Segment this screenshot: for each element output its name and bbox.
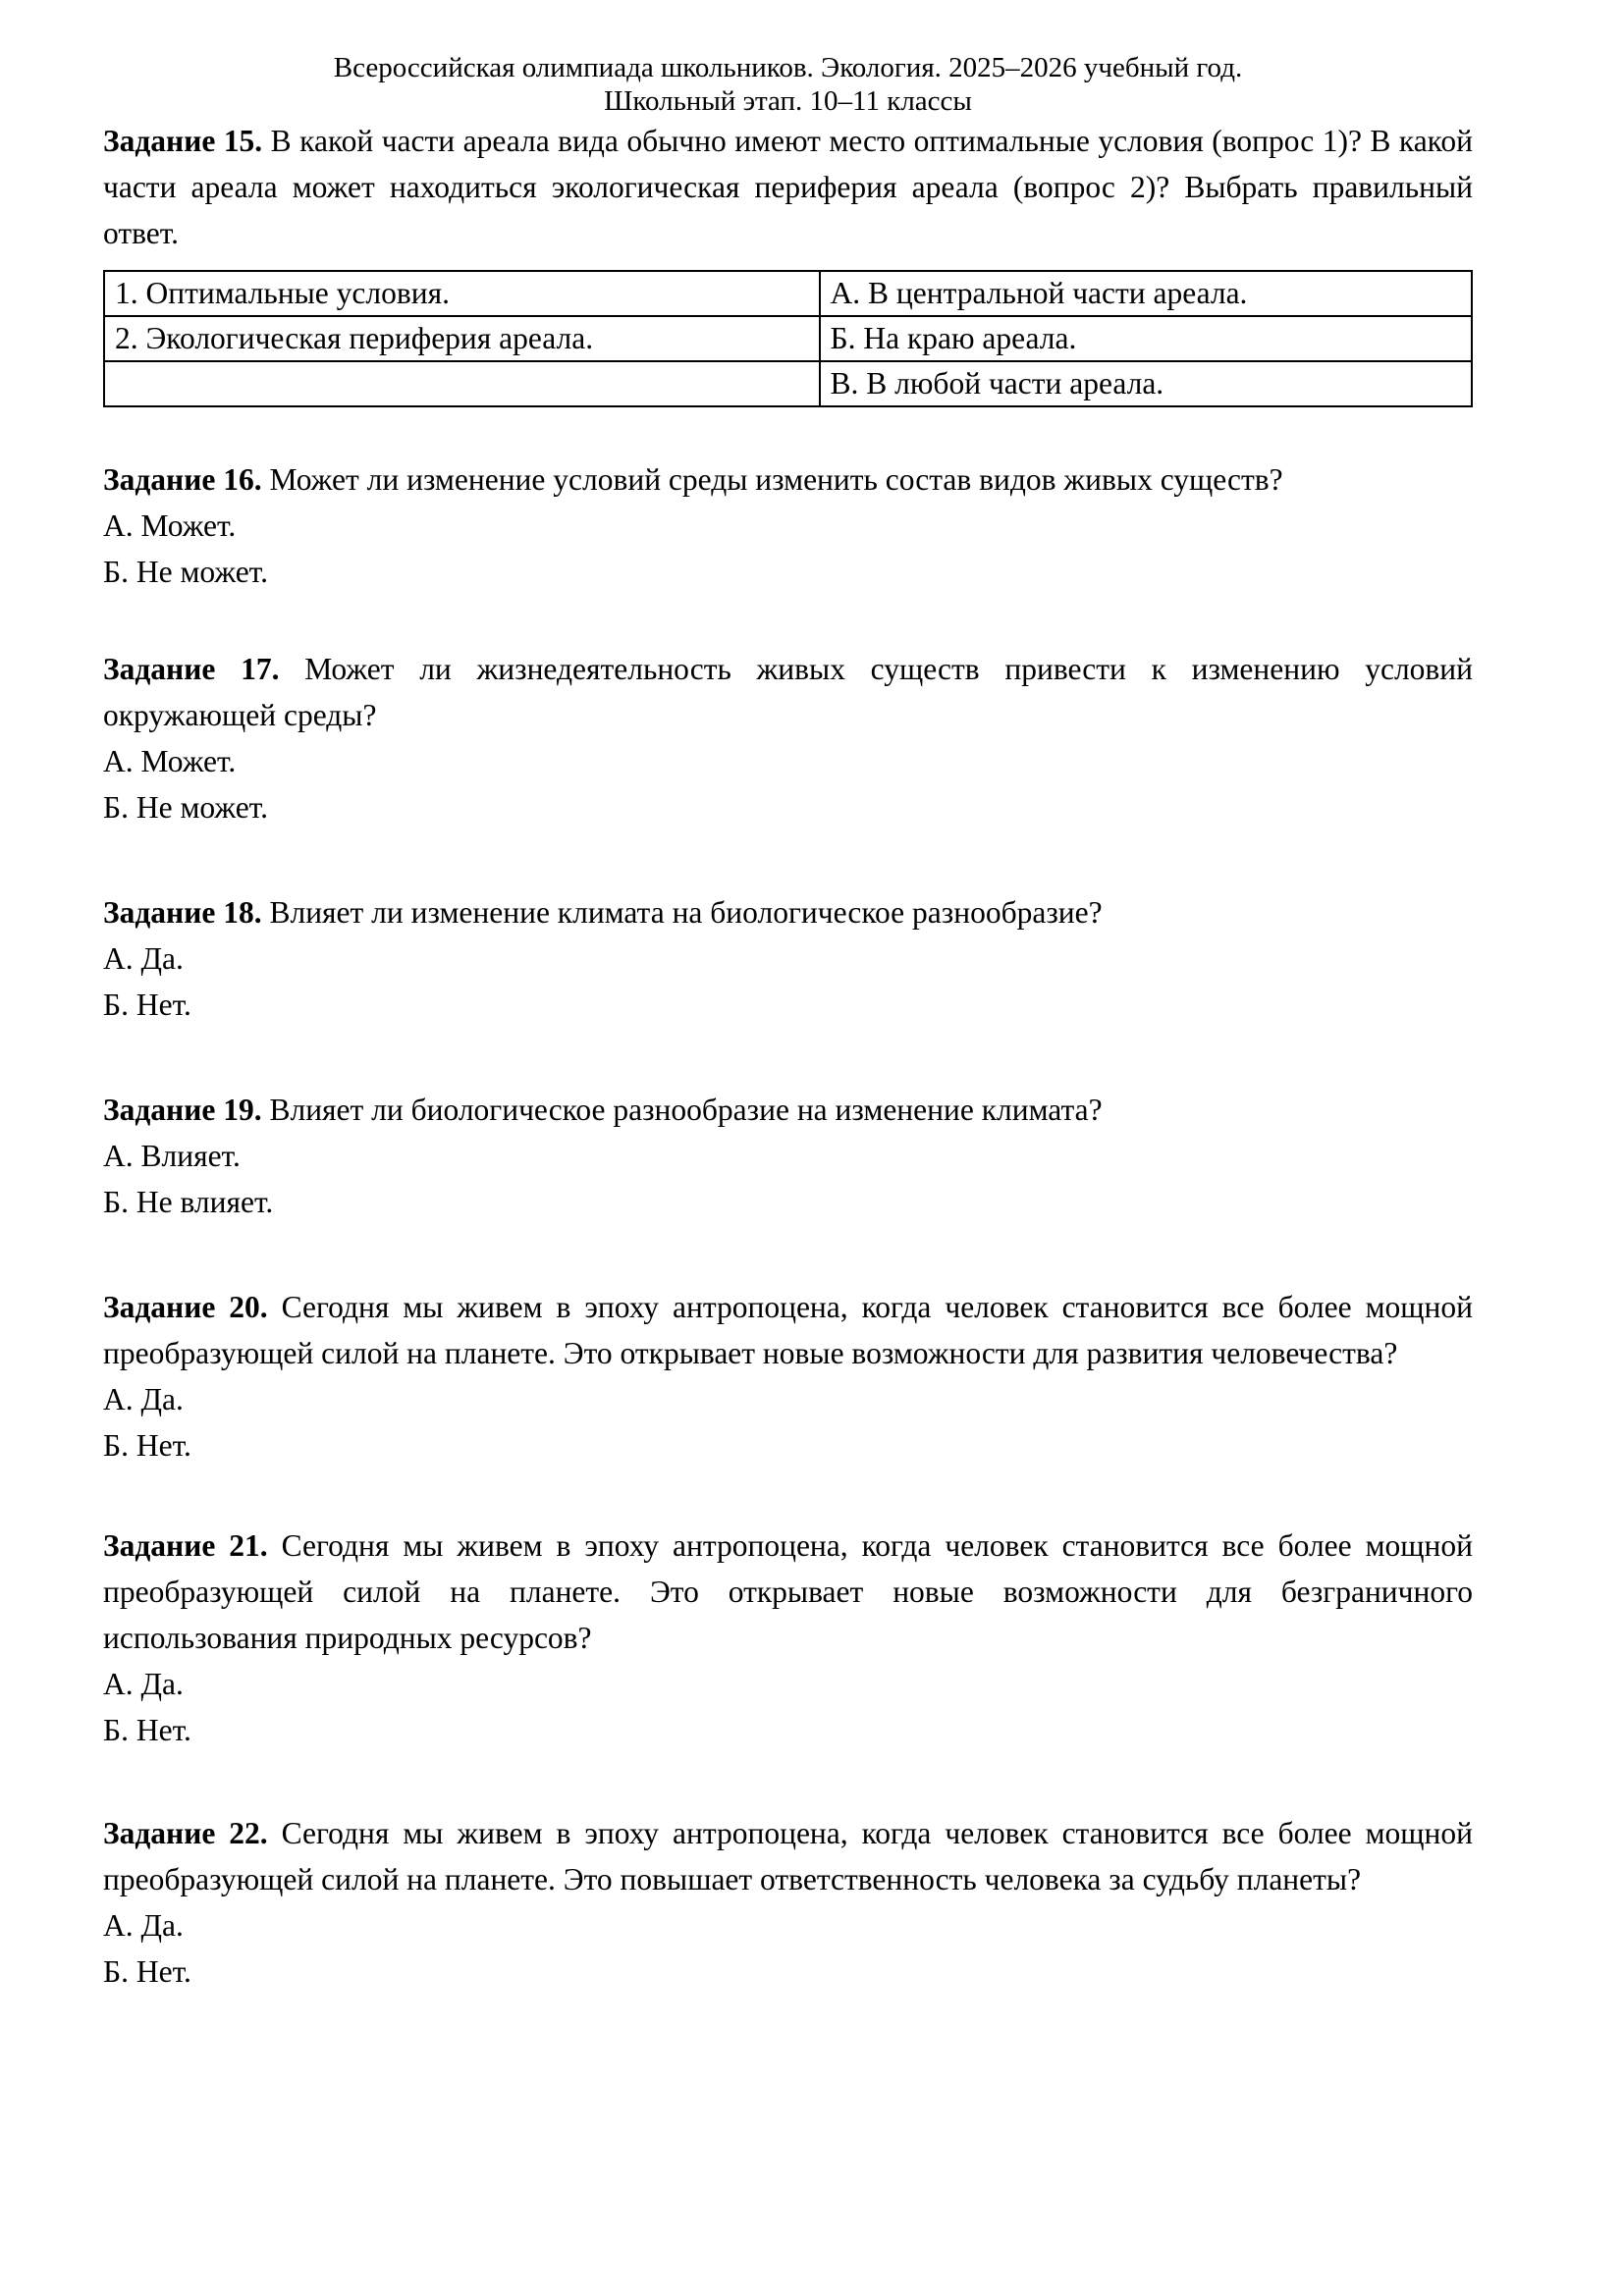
task-19-option-b: Б. Не влияет.	[103, 1185, 274, 1219]
task-15	[103, 118, 1473, 407]
task-20-text: Сегодня мы живем в эпоху антропоцена, когда человек становится все более мощной преобразующей силой на планете. Это открывает новые возможности для развития человечества?	[103, 1290, 1474, 1370]
task-19-label: Задание 19.	[103, 1093, 262, 1127]
task-21-option-a: А. Да.	[103, 1667, 184, 1701]
task-18-label: Задание 18.	[103, 895, 262, 930]
task-20-label: Задание 20.	[103, 1290, 268, 1324]
task-16-label: Задание 16.	[103, 462, 262, 497]
table-row	[104, 361, 1472, 406]
table-cell-answer-a: А. В центральной части ареала.	[820, 271, 1472, 316]
task-15-label: Задание 15.	[103, 124, 263, 158]
task-17-label: Задание 17.	[103, 652, 280, 686]
task-22-text: Сегодня мы живем в эпоху антропоцена, когда человек становится все более мощной преобразующей силой на планете. Это повышает ответственность человека за судьбу планеты?	[103, 1816, 1474, 1896]
document-header	[103, 51, 1473, 118]
table-cell-answer-b: Б. На краю ареала.	[820, 316, 1472, 361]
table-row	[104, 271, 1472, 316]
task-20-question	[103, 1284, 1473, 1376]
task-21-option-b: Б. Нет.	[103, 1713, 191, 1747]
task-19	[103, 1087, 1473, 1225]
task-16-option-a: А. Может.	[103, 508, 237, 543]
task-19-option-a: А. Влияет.	[103, 1139, 241, 1173]
task-21-text: Сегодня мы живем в эпоху антропоцена, когда человек становится все более мощной преобразующей силой на планете. Это открывает новые возможности для безграничного использования природных ресурсов?	[103, 1528, 1474, 1655]
task-16-text: Может ли изменение условий среды изменить состав видов живых существ?	[269, 462, 1283, 497]
task-22-option-b: Б. Нет.	[103, 1954, 191, 1989]
task-18	[103, 889, 1473, 1028]
task-16-option-b: Б. Не может.	[103, 555, 268, 589]
task-22-option-a: А. Да.	[103, 1908, 184, 1943]
task-21-label: Задание 21.	[103, 1528, 268, 1563]
task-15-text: В какой части ареала вида обычно имеют место оптимальные условия (вопрос 1)? В какой части ареала может находиться экологическая периферия ареала (вопрос 2)? Выбрать правильный ответ.	[103, 124, 1473, 250]
task-17	[103, 646, 1473, 830]
task-18-question	[103, 889, 1473, 935]
task-17-option-a: А. Может.	[103, 744, 237, 778]
task-22-question	[103, 1810, 1473, 1902]
task-21-question	[103, 1522, 1473, 1661]
task-15-question	[103, 118, 1473, 256]
task-17-question	[103, 646, 1473, 738]
task-22	[103, 1810, 1473, 1995]
table-row	[104, 316, 1472, 361]
table-cell-answer-v: В. В любой части ареала.	[820, 361, 1472, 406]
task-18-option-a: А. Да.	[103, 941, 184, 976]
task-21	[103, 1522, 1473, 1753]
table-cell-question-2: 2. Экологическая периферия ареала.	[104, 316, 820, 361]
header-line-1: Всероссийская олимпиада школьников. Экология. 2025–2026 учебный год.	[333, 52, 1243, 83]
table-cell-empty	[104, 361, 820, 406]
task-15-answer-table	[103, 270, 1473, 407]
task-20	[103, 1284, 1473, 1468]
task-18-option-b: Б. Нет.	[103, 988, 191, 1022]
task-19-question	[103, 1087, 1473, 1133]
task-16-question	[103, 456, 1473, 503]
task-17-text: Может ли жизнедеятельность живых существ привести к изменению условий окружающей среды?	[103, 652, 1474, 732]
header-line-2: Школьный этап. 10–11 классы	[604, 85, 972, 117]
task-20-option-a: А. Да.	[103, 1382, 184, 1416]
task-17-option-b: Б. Не может.	[103, 790, 268, 825]
task-16	[103, 456, 1473, 595]
task-20-option-b: Б. Нет.	[103, 1428, 191, 1463]
table-cell-question-1: 1. Оптимальные условия.	[104, 271, 820, 316]
task-19-text: Влияет ли биологическое разнообразие на изменение климата?	[269, 1093, 1103, 1127]
task-18-text: Влияет ли изменение климата на биологическое разнообразие?	[269, 895, 1103, 930]
task-22-label: Задание 22.	[103, 1816, 268, 1850]
